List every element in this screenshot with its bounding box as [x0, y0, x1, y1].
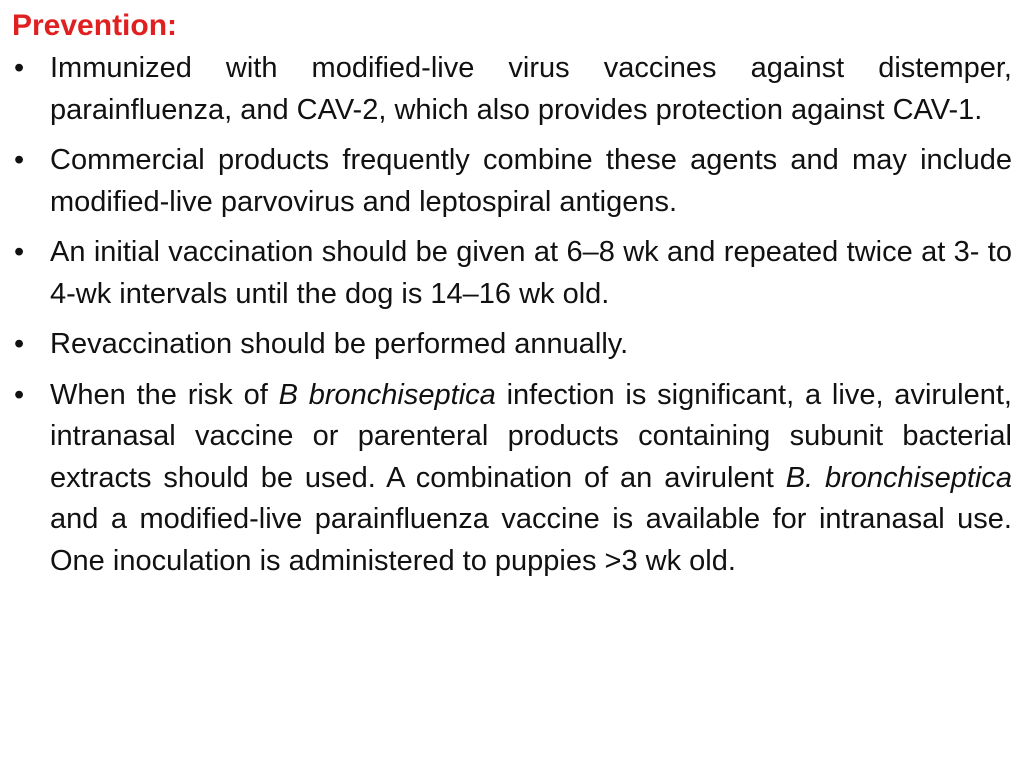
bullet-text: An initial vaccination should be given at 6–8 wk and repeated twice at 3- to 4-wk intervals until the dog is 14–16 wk old. [50, 236, 1012, 310]
bullet-text-part: infection is significant, a live, avirulent, intranasal vaccine or parenteral products containing subunit bacterial extracts should be used. A combination of an avirulent [50, 378, 1012, 494]
bullet-dot: • [14, 236, 25, 268]
species-name-italic: B. bronchiseptica [785, 461, 1012, 494]
bullet-item [12, 140, 1012, 223]
bullet-text [50, 379, 1012, 577]
bullet-text: Commercial products frequently combine these agents and may include modified-live parvovirus and leptospiral antigens. [50, 144, 1012, 218]
bullet-item [12, 324, 1012, 366]
bullet-item [12, 48, 1012, 131]
bullet-text: Revaccination should be performed annually. [50, 328, 629, 360]
bullet-text-part: and a modified-live parainfluenza vaccine is available for intranasal use. One inoculation is administered to puppies >3 wk old. [50, 503, 1012, 577]
bullet-dot: • [14, 378, 25, 411]
bullet-dot: • [14, 328, 25, 360]
bullet-list [12, 48, 1012, 582]
bullet-dot: • [14, 52, 25, 84]
bullet-text: Immunized with modified-live virus vaccines against distemper, parainfluenza, and CAV-2, which also provides protection against CAV-1. [50, 52, 1012, 126]
bullet-item [12, 232, 1012, 315]
bullet-item [12, 375, 1012, 583]
slide-title: Prevention: [12, 9, 178, 42]
bullet-dot: • [14, 144, 25, 176]
species-name-italic: B bronchiseptica [278, 378, 496, 411]
bullet-text-part: When the risk of [50, 378, 279, 411]
